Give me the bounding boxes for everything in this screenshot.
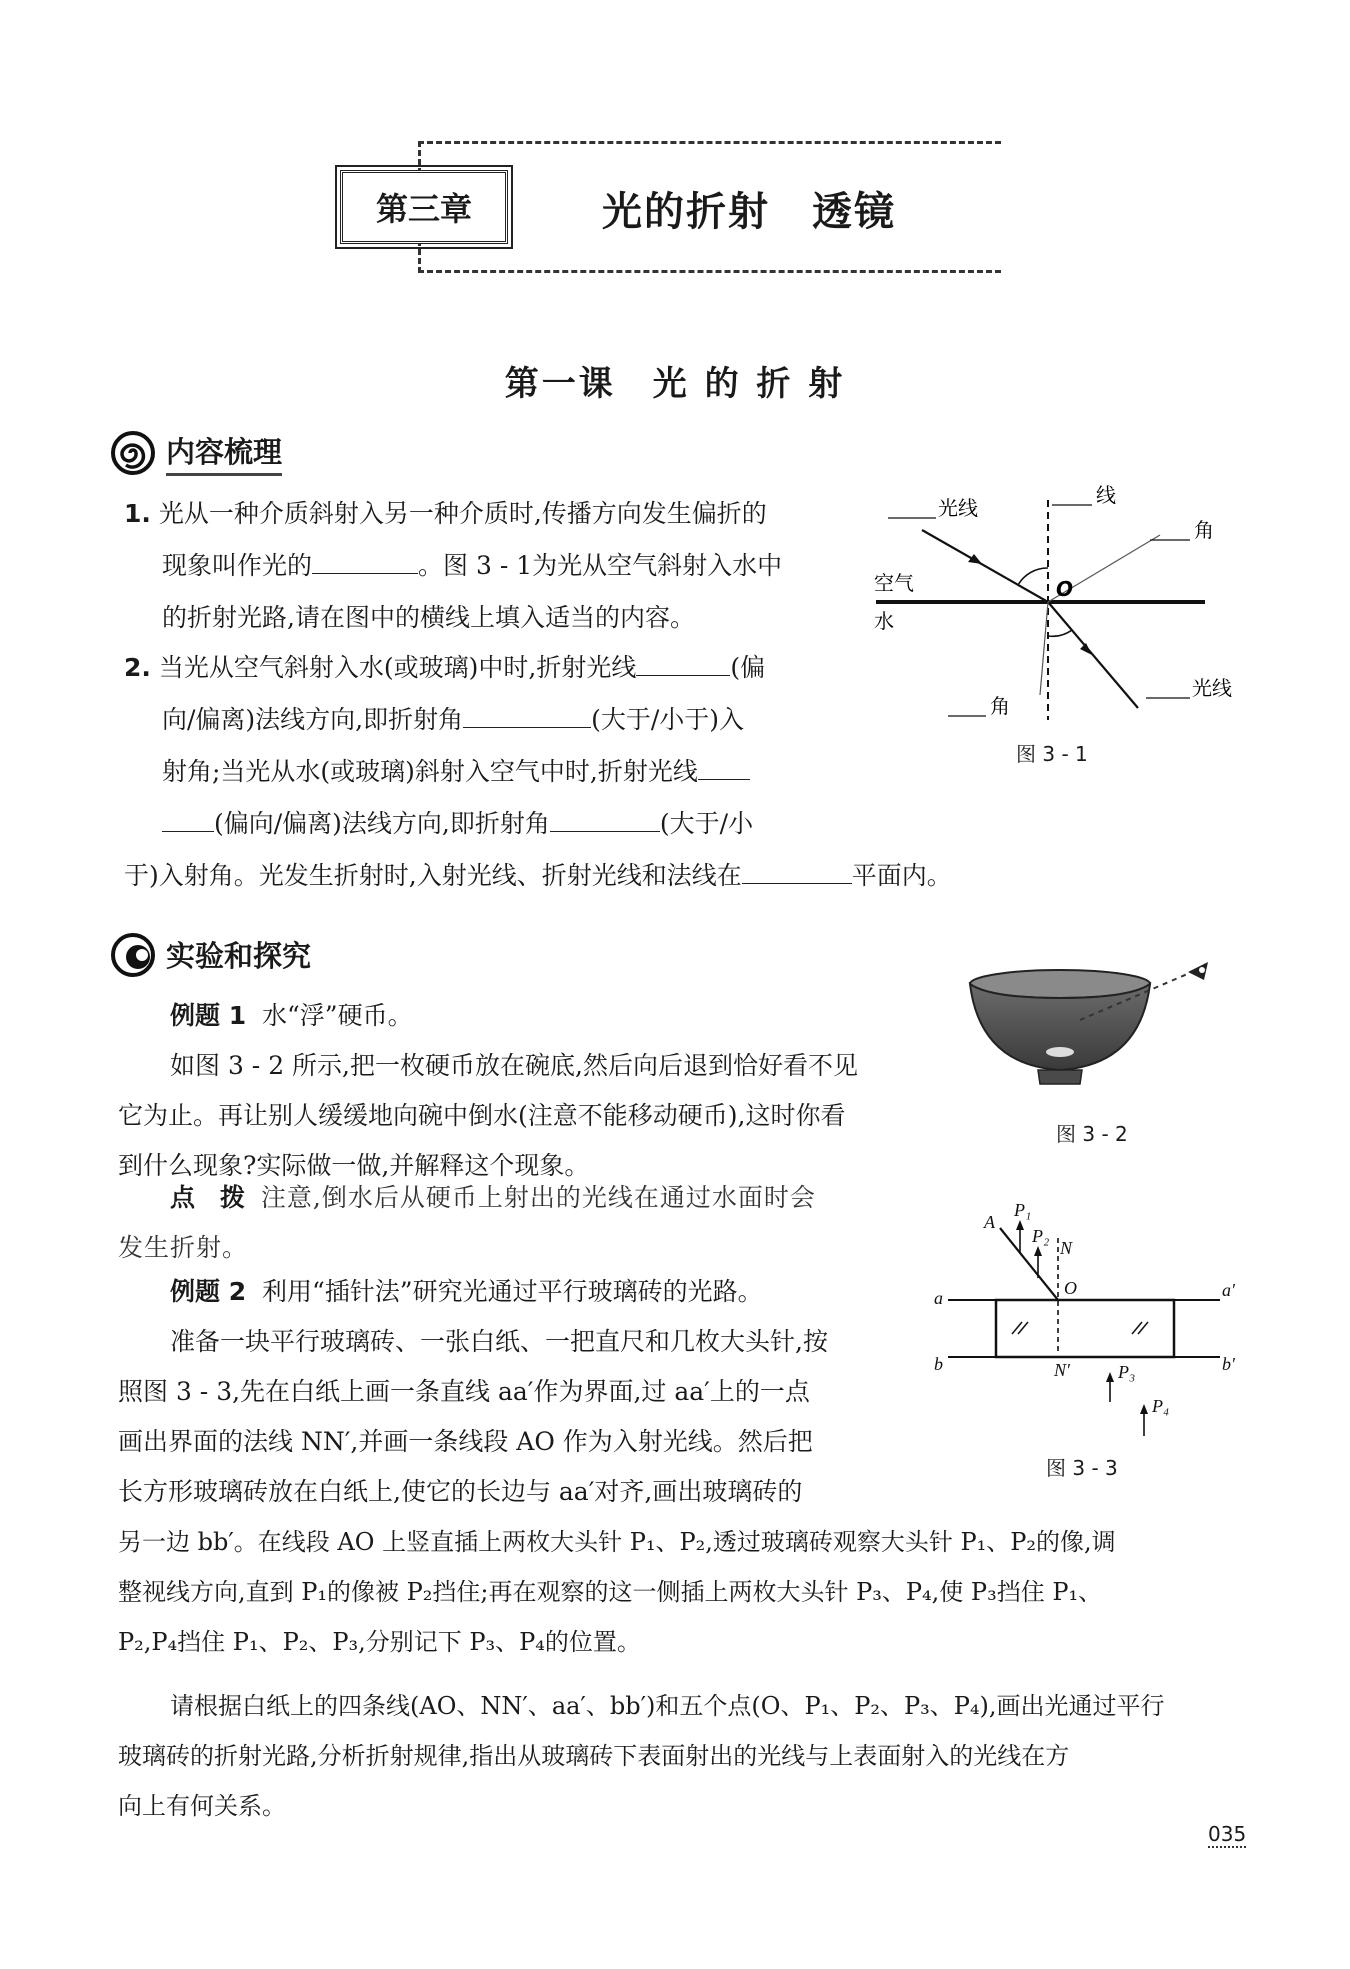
q2-line4 <box>162 798 753 850</box>
ex2-l1: 准备一块平行玻璃砖、一张白纸、一把直尺和几枚大头针,按 <box>170 1327 828 1356</box>
q2-blank-3a[interactable] <box>698 753 750 780</box>
q1-number: 1. <box>124 499 151 528</box>
label-b: b <box>934 1354 943 1374</box>
label-N: N <box>1060 1238 1073 1258</box>
refracted-arrow <box>1080 643 1092 655</box>
label-P1: P₁ <box>1014 1200 1032 1220</box>
q1-line3: 的折射光路,请在图中的横线上填入适当的内容。 <box>162 603 695 632</box>
ex1-p2: 它为止。再让别人缓缓地向碗中倒水(注意不能移动硬币),这时你看 <box>118 1101 846 1130</box>
q2-text-2a: 向/偏离)法线方向,即折射角 <box>162 705 464 734</box>
double-circle-icon <box>110 932 156 978</box>
q2-text-4b: (大于/小 <box>659 809 754 838</box>
figure-3-3-glass-slab <box>920 1192 1250 1462</box>
q2-line2 <box>162 694 744 746</box>
q2-text-5b: 平面内。 <box>851 861 952 890</box>
label-air: 空气 <box>874 571 914 595</box>
ex2-l6: 整视线方向,直到 P₁的像被 P₂挡住;再在观察的这一侧插上两枚大头针 P₃、P₄,使 P₃挡住 P₁、 <box>118 1578 1103 1606</box>
label-a: a <box>934 1288 943 1308</box>
caption-fig-3-3: 图 3 - 3 <box>1046 1456 1118 1480</box>
figure-3-1-refraction-diagram <box>860 480 1232 780</box>
angle-leader-2 <box>1040 602 1048 695</box>
ex2-l3: 画出界面的法线 NN′,并画一条线段 AO 作为入射光线。然后把 <box>118 1427 813 1456</box>
ex2-title: 利用“插针法”研究光通过平行玻璃砖的光路。 <box>262 1277 763 1306</box>
incidence-angle-arc <box>1018 568 1048 585</box>
label-ray1: 光线 <box>938 496 978 520</box>
q2-number: 2. <box>124 653 151 682</box>
q1-line1 <box>124 488 767 540</box>
q1-line2 <box>162 540 782 592</box>
q2-blank-5[interactable] <box>742 857 852 884</box>
q2-text-3: 射角;当光从水(或玻璃)斜射入空气中时,折射光线 <box>162 757 698 786</box>
refraction-angle-arc <box>1048 630 1072 636</box>
ex1-title: 水“浮”硬币。 <box>262 1001 413 1030</box>
caption-fig-3-2: 图 3 - 2 <box>1056 1122 1128 1146</box>
label-b-prime: b′ <box>1222 1354 1235 1374</box>
q2-text-4a: (偏向/偏离)法线方向,即折射角 <box>214 809 550 838</box>
label-A: A <box>984 1212 995 1232</box>
page-number: 035 <box>1208 1822 1247 1846</box>
figure-3-2-bowl <box>960 950 1230 1100</box>
section-heading-content <box>110 430 282 476</box>
q2-text-1a: 当光从空气斜射入水(或玻璃)中时,折射光线 <box>158 653 637 682</box>
spiral-icon <box>110 430 156 476</box>
ex2-p2: 玻璃砖的折射光路,分析折射规律,指出从玻璃砖下表面射出的光线与上表面射入的光线在方 <box>118 1742 1070 1770</box>
label-water: 水 <box>874 609 894 633</box>
q2-line3 <box>162 746 750 798</box>
label-P4: P₄ <box>1152 1396 1170 1416</box>
ex2-title-line <box>170 1266 763 1318</box>
section-heading-experiment <box>110 932 311 978</box>
refracted-ray <box>1048 602 1138 708</box>
incident-arrow <box>968 554 982 564</box>
label-o: O <box>1056 577 1074 601</box>
q2-blank-2[interactable] <box>463 701 591 728</box>
ex1-title-line <box>170 990 413 1042</box>
ex1-p3: 到什么现象?实际做一做,并解释这个现象。 <box>118 1151 590 1180</box>
q2-blank-4[interactable] <box>550 805 660 832</box>
q1-text-2b: 。图 3 - 1为光从空气斜射入水中 <box>418 551 783 580</box>
hint-label: 点 拨 <box>170 1183 246 1212</box>
ex2-l2: 照图 3 - 3,先在白纸上画一条直线 aa′作为界面,过 aa′上的一点 <box>118 1377 810 1406</box>
chapter-title: 光的折射 透镜 <box>602 189 896 235</box>
section-heading-label: 内容梳理 <box>166 430 282 476</box>
ex2-l7: P₂,P₄挡住 P₁、P₂、P₃,分别记下 P₃、P₄的位置。 <box>118 1628 641 1656</box>
q2-text-2b: (大于/小于)入 <box>591 705 745 734</box>
q1-blank[interactable] <box>312 547 418 574</box>
ex2-p3: 向上有何关系。 <box>118 1792 286 1820</box>
ex1-p1: 如图 3 - 2 所示,把一枚硬币放在碗底,然后向后退到恰好看不见 <box>170 1051 858 1080</box>
label-O: O <box>1064 1278 1077 1298</box>
section-heading-label-2: 实验和探究 <box>166 938 312 973</box>
label-P3: P₃ <box>1118 1362 1136 1382</box>
label-a-prime: a′ <box>1222 1280 1235 1300</box>
q2-line1 <box>124 642 765 694</box>
q2-blank-1[interactable] <box>636 649 730 676</box>
q2-text-1b: (偏 <box>730 653 766 682</box>
q1-text-1: 光从一种介质斜射入另一种介质时,传播方向发生偏折的 <box>158 499 767 528</box>
hint-text-1: 注意,倒水后从硬币上射出的光线在通过水面时会 <box>260 1183 816 1212</box>
label-normal: 线 <box>1096 483 1116 507</box>
ex1-hint-line <box>170 1172 816 1224</box>
coin-icon <box>1046 1047 1074 1057</box>
label-angle1: 角 <box>1194 518 1214 542</box>
ex2-p1: 请根据白纸上的四条线(AO、NN′、aa′、bb′)和五个点(O、P₁、P₂、P₃、P₄),画出光通过平行 <box>170 1692 1165 1720</box>
ray-ao <box>1000 1228 1058 1300</box>
bowl-foot <box>1038 1070 1082 1084</box>
lesson-title: 第一课 光 的 折 射 <box>504 364 846 404</box>
label-angle2: 角 <box>990 694 1010 718</box>
label-N-prime: N′ <box>1054 1360 1070 1380</box>
ex2-l5: 另一边 bb′。在线段 AO 上竖直插上两枚大头针 P₁、P₂,透过玻璃砖观察大头针 P₁、P₂的像,调 <box>118 1528 1116 1556</box>
ex2-l4: 长方形玻璃砖放在白纸上,使它的长边与 aa′对齐,画出玻璃砖的 <box>118 1477 803 1506</box>
q2-line5 <box>124 850 952 902</box>
chapter-label: 第三章 <box>340 170 508 244</box>
eye-icon <box>1188 962 1208 980</box>
q2-text-5a: 于)入射角。光发生折射时,入射光线、折射光线和法线在 <box>124 861 742 890</box>
ex1-label: 例题 1 <box>170 1001 247 1030</box>
hint-text-2: 发生折射。 <box>118 1233 249 1262</box>
label-ray2: 光线 <box>1192 676 1232 700</box>
q2-blank-3b[interactable] <box>162 805 214 832</box>
label-P2: P₂ <box>1032 1226 1050 1246</box>
ex2-label: 例题 2 <box>170 1277 247 1306</box>
incident-ray <box>922 530 1048 602</box>
caption-fig-3-1: 图 3 - 1 <box>1016 742 1088 766</box>
q1-text-2a: 现象叫作光的 <box>162 551 313 580</box>
